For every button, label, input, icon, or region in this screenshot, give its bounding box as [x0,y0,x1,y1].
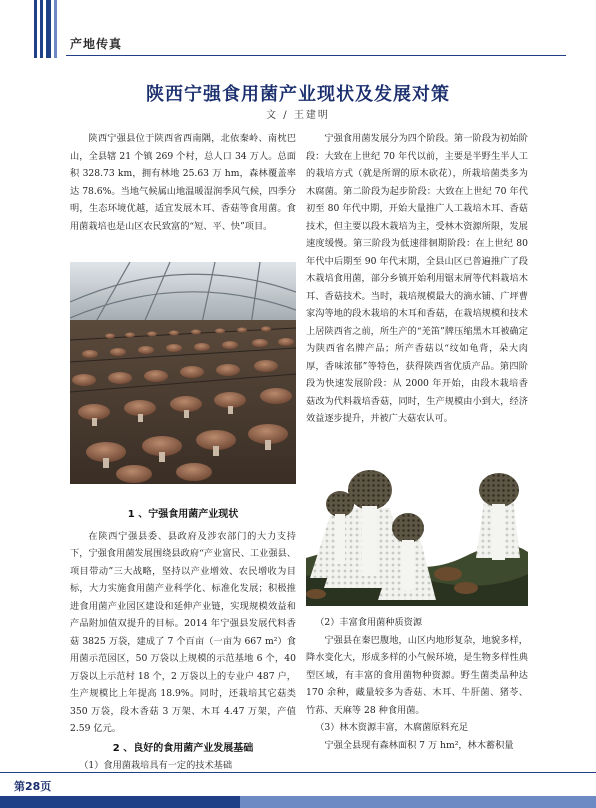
subheading-2: （2）丰富食用菌种质资源 [315,617,423,628]
history-paragraph: 宁强食用菌发展分为四个阶段。第一阶段为初始阶段：大致在上世纪 70 年代以前，主要是半野生半人工的栽培方式（就是所谓的原木砍花），所栽培菌类多为木腐菌。第二阶段为起步阶段：大致在上世纪 70 年代初至 80 年代中期，开始大量推广人工栽培木耳、香菇技术，但主要以段木栽培为主，受林木资源所限，发展速度缓慢。第三阶段为低速徘徊期阶段：在上世纪 80 年代中后期至 90 年代末期，全县山区已普遍推广了段木栽培食用菌，部分乡镇开始利用锯末屑等代料栽培木耳、香菇技术。当时，栽培规模最大的滴水铺、广坪曹家沟等地的段木栽培的木耳和香菇，在栽培规模和技术上居陕西省之前，所生产的“羌笛”牌压缩黑木耳被确定为陕西省名牌产品；所产香菇以“纹如龟背，朵大肉厚，香味浓郁”等特色，获得陕西省优质产品。第四阶段为快速发展阶段：从 2000 年开始，由段木栽培香菇改为代料栽培香菇，同时，生产规模由小到大，经济效益逐步提升，并被广大菇农认可。 [306,133,528,424]
article-byline: 文 / 王建明 [266,110,330,121]
greenhouse-mushroom-photo [70,262,296,484]
footer-rule [0,772,596,773]
article-title: 陕西宁强食用菌产业现状及发展对策 [146,84,450,105]
page-number: 第28页 [14,780,52,793]
bamboo-fungus-photo [306,448,528,606]
subheading-1: （1）食用菌栽培具有一定的技术基础 [79,760,233,771]
species-resources-paragraph: 宁强县在秦巴腹地，山区内地形复杂，地貌多样，降水变化大，形成多样的小气候环境，是生物多样性典型区域，有丰富的食用菌物种资源。野生菌类品种达 170 余种，藏量较多为香菇、木耳、牛肝菌、猪苓、竹荪、天麻等 28 种食用菌。 [306,634,528,716]
industry-status-paragraph: 在陕西宁强县委、县政府及涉农部门的大力支持下，宁强食用菌发展围绕县政府“产业富民、工业强县、项目带动”三大战略，坚持以产业增效、农民增收为目标，大力实施食用菌产业科学化、标准化发展；积极推进食用菌产业园区建设和延伸产业链，实现规模效益和产品附加值双提升的目标。2014 年宁强县发展代料香菇 3825 万袋，建成了 7 个百亩（一亩为 667 m²）食用菌示范园区，50 万袋以上规模的示范基地 6 个，40 万袋以上示范村 18 个，2 万袋以上的专业户 487 户，生产规模比上年提高 18.9%。同时，还栽培其它菇类 350 万袋，段木香菇 3 万架、木耳 4.47 万架，产值 2.59 亿元。 [70,530,296,734]
header-rule [66,55,566,56]
section-heading-1: 1 、宁强食用菌产业现状 [127,509,239,520]
right-column-resources [306,614,528,754]
footer-color-bar [0,796,596,808]
subheading-3: （3）林木资源丰富，木腐菌原料充足 [315,722,469,733]
forest-resources-paragraph: 宁强全县现有森林面积 7 万 hm²，林木蓄积量 [324,739,514,751]
intro-paragraph: 陕西宁强县位于陕西省西南隅，北依秦岭、南枕巴山，全县辖 21 个镇 269 个村，总人口 34 万人。总面积 328.73 km，拥有林地 25.63 万 hm，森林覆盖率达 78.6%。当地气候属山地温暖湿润季风气候，四季分明，生态环境优越，适宜发展木耳、香菇等食用菌。食用菌栽培也是山区农民致富的“短、平、快”项目。 [70,133,296,232]
header-stripes-decoration [34,0,58,58]
left-column-body [70,506,296,775]
section-tag: 产地传真 [70,37,123,51]
left-column-intro [70,130,296,235]
right-column-history [306,130,528,428]
section-heading-2: 2 、良好的食用菌产业发展基础 [112,742,254,754]
